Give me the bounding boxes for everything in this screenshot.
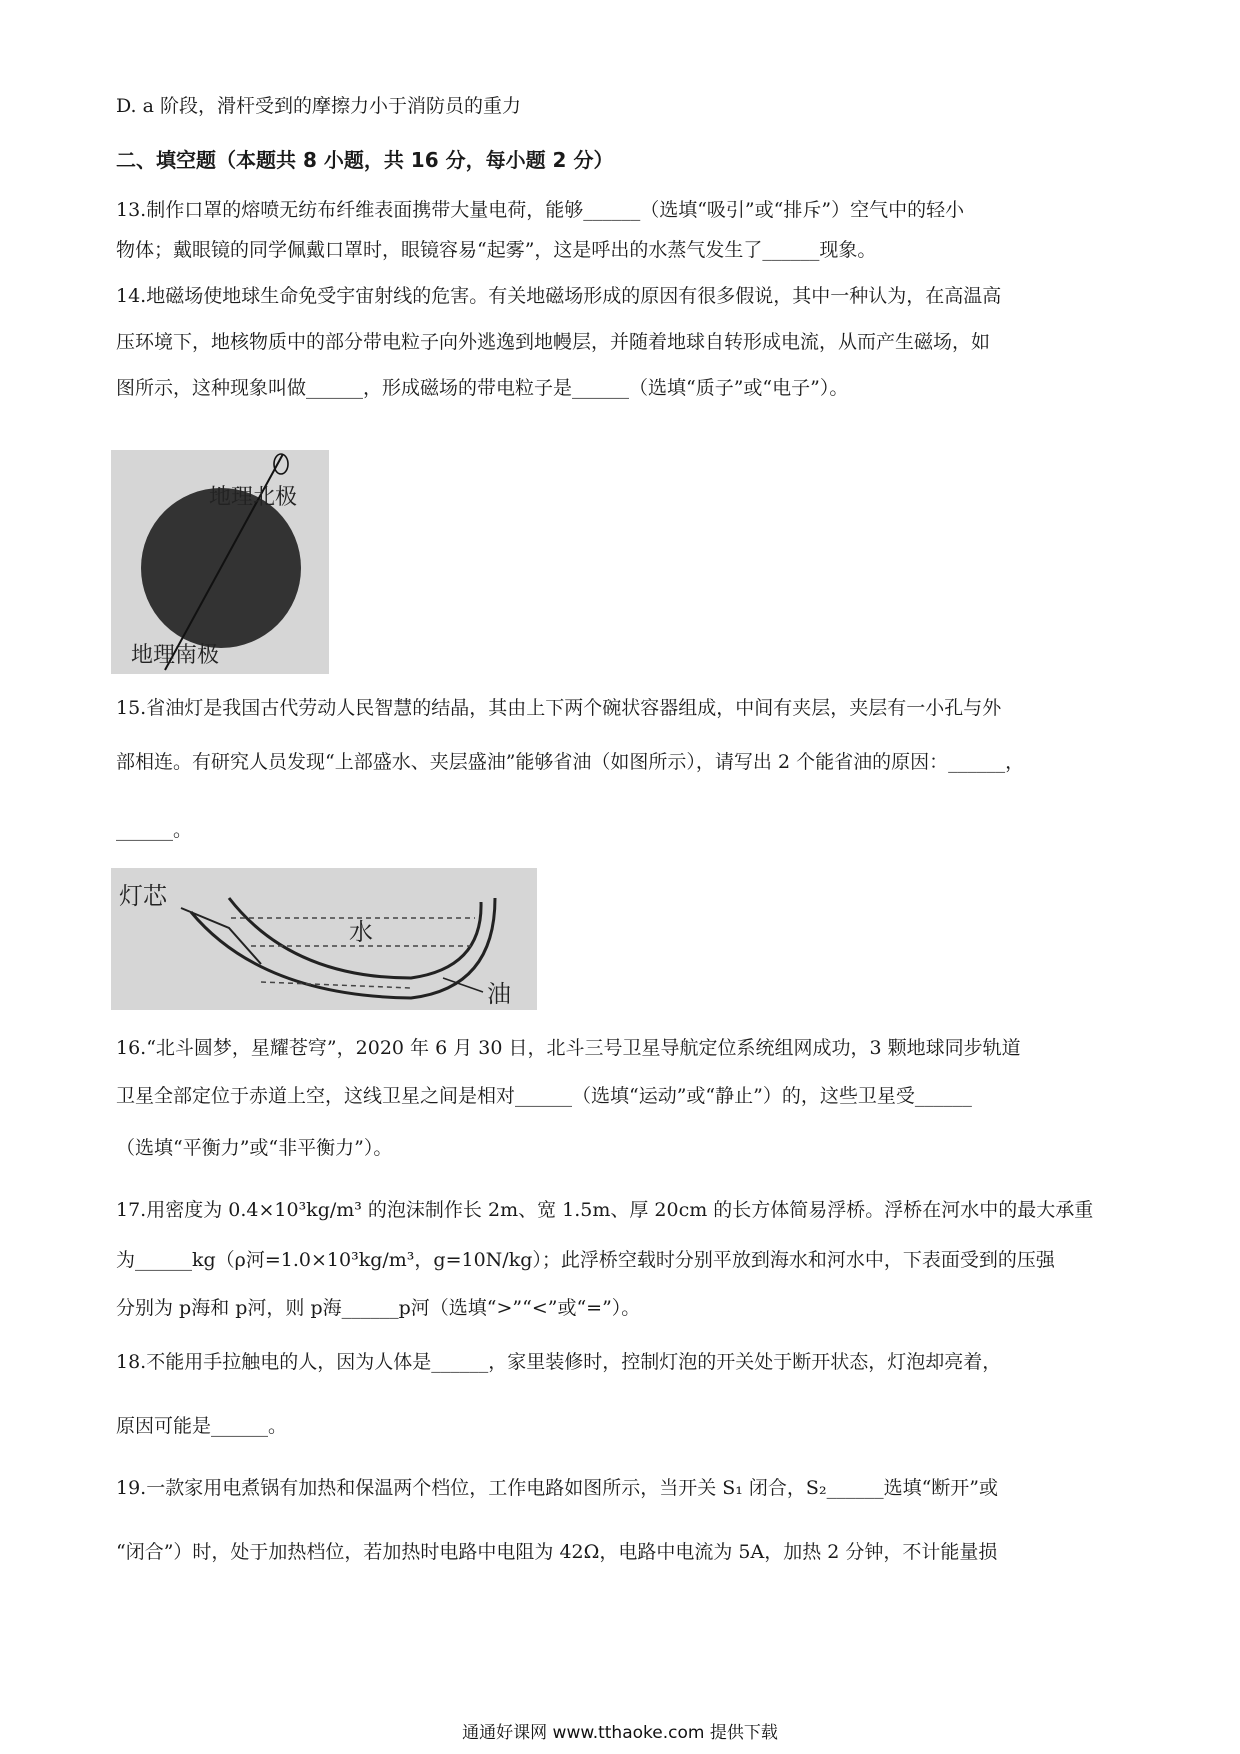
q13-line-2: 物体；戴眼镜的同学佩戴口罩时，眼镜容易“起雾”，这是呼出的水蒸气发生了______现象。	[116, 239, 877, 261]
q17-line-2: 为______kg（ρ河=1.0×10³kg/m³，g=10N/kg）；此浮桥空载时分别平放到海水和河水中，下表面受到的压强	[116, 1249, 1055, 1271]
q19-line-1: 19.一款家用电煮锅有加热和保温两个档位，工作电路如图所示，当开关 S₁ 闭合，S₂______选填“断开”或	[116, 1477, 998, 1499]
q15-line-1: 15.省油灯是我国古代劳动人民智慧的结晶，其由上下两个碗状容器组成，中间有夹层，夹层有一小孔与外	[116, 697, 1002, 719]
q15-line-3: ______。	[116, 819, 193, 841]
lamp-diagram	[111, 868, 537, 1010]
q14-line-1: 14.地磁场使地球生命免受宇宙射线的危害。有关地磁场形成的原因有很多假说，其中一种认为，在高温高	[116, 285, 1002, 307]
page-footer: 通通好课网 www.tthaoke.com 提供下载	[462, 1723, 778, 1743]
wick-label: 灯芯	[119, 882, 167, 910]
q13-line-1: 13.制作口罩的熔喷无纺布纤维表面携带大量电荷，能够______（选填“吸引”或“排斥”）空气中的轻小	[116, 199, 965, 221]
oil-layer	[261, 982, 411, 988]
q17-line-3: 分别为 p海和 p河，则 p海______p河（选填“>”“<”或“=”）。	[116, 1297, 641, 1319]
option-d-text: D. a 阶段，滑杆受到的摩擦力小于消防员的重力	[116, 95, 522, 117]
q16-line-3: （选填“平衡力”或“非平衡力”）。	[116, 1137, 393, 1159]
q14-line-2: 压环境下，地核物质中的部分带电粒子向外逃逸到地幔层，并随着地球自转形成电流，从而产生磁场，如	[116, 331, 991, 353]
lower-bowl	[191, 898, 495, 998]
q16-line-2: 卫星全部定位于赤道上空，这线卫星之间是相对______（选填“运动”或“静止”）的，这些卫星受______	[116, 1085, 972, 1107]
lamp-figure	[111, 868, 537, 1010]
q16-line-1: 16.“北斗圆梦，星耀苍穹”，2020 年 6 月 30 日，北斗三号卫星导航定位系统组网成功，3 颗地球同步轨道	[116, 1037, 1021, 1059]
q14-line-3: 图所示，这种现象叫做______，形成磁场的带电粒子是______（选填“质子”或“电子”）。	[116, 377, 849, 399]
south-pole-label: 地理南极	[131, 643, 220, 668]
q18-line-1: 18.不能用手拉触电的人，因为人体是______，家里装修时，控制灯泡的开关处于断开状态，灯泡却亮着，	[116, 1351, 1002, 1373]
q15-line-2: 部相连。有研究人员发现“上部盛水、夹层盛油”能够省油（如图所示），请写出 2 个能省油的原因：______，	[116, 751, 1025, 773]
oil-label: 油	[487, 980, 511, 1008]
north-pole-label: 地理北极	[209, 485, 298, 510]
q19-line-2: “闭合”）时，处于加热档位，若加热时电路中电阻为 42Ω，电路中电流为 5A，加热 2 分钟，不计能量损	[116, 1541, 998, 1563]
q17-line-1: 17.用密度为 0.4×10³kg/m³ 的泡沫制作长 2m、宽 1.5m、厚 20cm 的长方体简易浮桥。浮桥在河水中的最大承重	[116, 1199, 1094, 1221]
q18-line-2: 原因可能是______。	[116, 1415, 288, 1437]
water-label: 水	[349, 918, 373, 946]
earth-figure	[111, 450, 329, 674]
section-heading: 二、填空题（本题共 8 小题，共 16 分，每小题 2 分）	[116, 148, 614, 172]
